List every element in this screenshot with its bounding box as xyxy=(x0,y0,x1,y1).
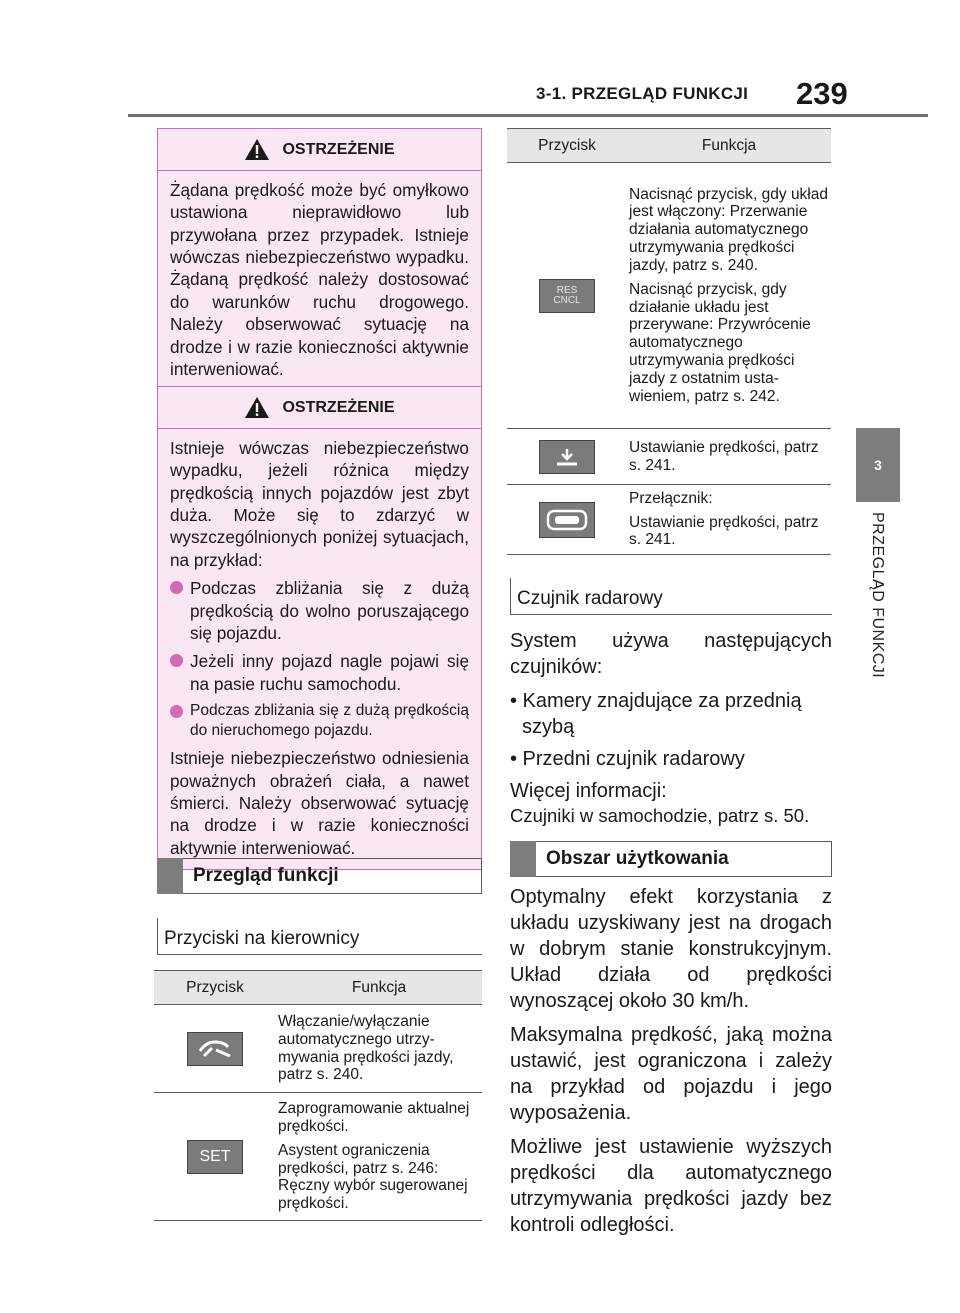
paragraph: System używa następujących czujników: xyxy=(510,630,832,678)
warning-box-2 xyxy=(157,386,482,870)
function-cell xyxy=(276,1005,482,1093)
list-item-text: Jeżeli inny pojazd nagle pojawi się na pasie ruchu samochodu. xyxy=(190,651,469,694)
header-divider xyxy=(128,114,928,117)
list-item-text: Podczas zbliżania się z dużą prędkością do nieruchomego pojazdu. xyxy=(190,701,469,740)
cruise-onoff-icon xyxy=(187,1032,243,1066)
warning-outro: Istnieje niebezpieczeństwo odniesienia poważnych obrażeń ciała, a nawet śmierci. Należy obserwować sytuację na drodze i w razie konieczności aktywnie interweniować. xyxy=(170,748,469,858)
warning-intro: Istnieje wówczas niebezpieczeństwo wypadku, jeżeli różnica między prędkością innych pojazdów jest zbyt duża. Może się to zdarzyć w wyszczególnionych poniżej sytuacjach, na przykład: xyxy=(170,438,469,570)
function-text: Zaprogramowanie aktualnej prędkości. xyxy=(278,1100,470,1135)
warning-list xyxy=(170,577,469,741)
function-text: Przełącznik: xyxy=(629,489,713,507)
list-item-text: Podczas zbliżania się z dużą prędkością do wolno poruszającego się pojazdu. xyxy=(190,578,469,643)
chapter-title: 3-1. PRZEGLĄD FUNKCJI xyxy=(536,84,749,103)
button-cell xyxy=(507,485,627,555)
function-cell xyxy=(276,1093,482,1221)
warning-title: OSTRZEŻENIE xyxy=(282,398,395,416)
warning-triangle-icon xyxy=(244,396,270,419)
bullet-item: • Kamery znajdujące za przednią szybą xyxy=(510,690,802,738)
bullet-dot-icon xyxy=(170,581,183,594)
column-header: Funkcja xyxy=(276,971,482,1005)
reference-text: Czujniki w samochodzie, patrz s. 50. xyxy=(510,805,810,826)
section-bar xyxy=(510,841,536,877)
warning-text: Żądana prędkość może być omyłkowo ustawiona nieprawidłowo lub przywołana przez przypadek. Istnieje wówczas niebezpieczeństwo wypadku. Żądaną prędkość należy dostosować do warunków ruchu drogowego. Należy obserwować sytuację na drodze i w razie konieczności aktywnie interweniować. xyxy=(170,180,469,379)
bullet-dot-icon xyxy=(170,654,183,667)
list-item xyxy=(170,650,469,695)
key-label: RES xyxy=(556,284,578,296)
warning-title: OSTRZEŻENIE xyxy=(282,140,395,158)
section-title: Obszar użytkowania xyxy=(546,848,729,869)
key-label: CNCL xyxy=(553,294,581,306)
function-text: Ustawianie prędkości, patrz s. 241. xyxy=(629,513,819,549)
usage-text-block xyxy=(510,884,832,1246)
table-row xyxy=(507,429,831,485)
column-header: Funkcja xyxy=(627,129,831,163)
column-header: Przycisk xyxy=(507,129,627,163)
section-heading-overview xyxy=(157,858,482,894)
chapter-tab: 3 xyxy=(856,428,900,502)
subsection-heading-radar: Czujnik radarowy xyxy=(510,578,832,615)
list-item xyxy=(170,701,469,741)
warning-header xyxy=(158,129,481,171)
buttons-table-left xyxy=(154,970,482,1221)
table-row xyxy=(507,163,831,429)
paragraph: Więcej informacji: xyxy=(510,780,667,802)
function-cell xyxy=(627,485,831,555)
subsection-heading-buttons: Przyciski na kierownicy xyxy=(157,918,482,955)
res-cncl-key-icon xyxy=(539,279,595,313)
function-cell xyxy=(627,429,831,485)
list-item xyxy=(170,577,469,644)
button-cell xyxy=(507,429,627,485)
table-row xyxy=(507,485,831,555)
section-heading-usage xyxy=(510,841,832,877)
section-title: Przegląd funkcji xyxy=(193,865,339,886)
section-bar xyxy=(157,858,183,894)
button-cell xyxy=(154,1005,276,1093)
rocker-switch-icon xyxy=(539,502,595,538)
paragraph: Możliwe jest ustawienie wyższych prędkości dla automatycznego utrzymywania prędkości jazdy bez kontroli odległości. xyxy=(510,1136,832,1236)
button-cell xyxy=(154,1093,276,1221)
warning-triangle-icon xyxy=(244,138,270,161)
table-row xyxy=(154,1005,482,1093)
radar-text-block xyxy=(510,628,832,836)
chapter-tab-label: PRZEGLĄD FUNKCJI xyxy=(869,512,886,679)
warning-box-1 xyxy=(157,128,482,391)
paragraph: Maksymalna prędkość, jaką można ustawić, jest ograniczona i zależy na przykład od pojazdu i jego wyposażenia. xyxy=(510,1024,832,1124)
buttons-table-right xyxy=(507,128,831,555)
function-text: Asystent ograniczenia prędkości, patrz s. 246: Ręczny wybór sugerowanej prędkości. xyxy=(278,1141,468,1213)
function-text: Włączanie/wyłączanie automatycznego utrzymywania prędkości jazdy, patrz s. 240. xyxy=(278,1012,454,1084)
function-text: Nacisnąć przycisk, gdy działanie układu jest przerywane: Przywrócenie automatycznego utrzymywania prędkości jazdy z ostatnim ustawieniem, patrz s. 242. xyxy=(629,280,811,405)
column-header: Przycisk xyxy=(154,971,276,1005)
set-key-icon: SET xyxy=(187,1140,243,1174)
button-cell xyxy=(507,163,627,429)
bullet-item: • Przedni czujnik radarowy xyxy=(510,748,745,770)
function-cell xyxy=(627,163,831,429)
table-row xyxy=(154,1093,482,1221)
bullet-dot-icon xyxy=(170,705,183,718)
function-text: Ustawianie prędkości, patrz s. 241. xyxy=(629,438,819,474)
function-text: Nacisnąć przycisk, gdy układ jest włączony: Przerwanie działania automatycznego utrzymywania prędkości jazdy, patrz s. 240. xyxy=(629,185,828,274)
warning-header xyxy=(158,387,481,429)
page-number: 239 xyxy=(796,76,848,111)
paragraph: Optymalny efekt korzystania z układu uzyskiwany jest na drogach w dobrym stanie konstrukcyjnym. Układ działa od prędkości wynoszącej około 30 km/h. xyxy=(510,886,832,1012)
speed-adjust-icon xyxy=(539,440,595,474)
